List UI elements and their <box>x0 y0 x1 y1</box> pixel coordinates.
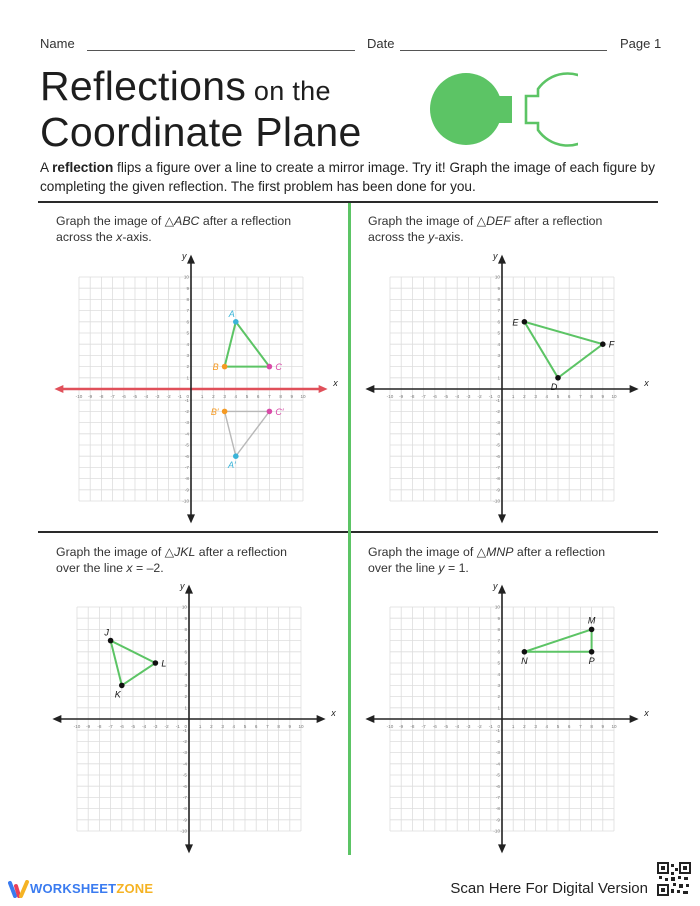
svg-text:-9: -9 <box>184 487 189 493</box>
prompt-text: Graph the image of △ <box>56 214 175 228</box>
svg-text:-10: -10 <box>182 498 189 504</box>
svg-text:-1: -1 <box>495 727 500 733</box>
point-label: N <box>521 655 528 666</box>
svg-text:5: 5 <box>556 394 560 399</box>
svg-text:9: 9 <box>290 394 294 399</box>
svg-text:-4: -4 <box>184 431 189 437</box>
svg-text:-3: -3 <box>495 420 500 426</box>
y-axis-arrow-up-icon <box>498 585 506 594</box>
svg-text:-1: -1 <box>177 394 182 399</box>
svg-text:-3: -3 <box>153 724 158 729</box>
svg-text:-6: -6 <box>184 453 189 459</box>
svg-text:1: 1 <box>184 705 187 711</box>
svg-text:-7: -7 <box>421 394 426 399</box>
prompt-text: after a reflection <box>510 214 603 228</box>
svg-text:6: 6 <box>567 394 571 399</box>
prompt-text: over the line <box>368 560 439 575</box>
svg-text:1: 1 <box>511 724 515 729</box>
svg-text:-9: -9 <box>399 394 404 399</box>
svg-text:-4: -4 <box>455 394 460 399</box>
svg-text:3: 3 <box>497 683 500 688</box>
svg-text:6: 6 <box>254 724 258 729</box>
point-label: B′ <box>210 406 219 417</box>
x-axis-arrow-left-icon <box>365 715 374 723</box>
qr-code-icon[interactable] <box>657 862 691 896</box>
svg-text:5: 5 <box>556 724 560 729</box>
svg-text:4: 4 <box>497 671 500 677</box>
svg-text:-7: -7 <box>495 465 500 470</box>
svg-text:0: 0 <box>497 394 500 399</box>
svg-text:7: 7 <box>579 724 582 729</box>
prompt-text: = –2. <box>132 560 164 575</box>
svg-text:5: 5 <box>497 660 500 666</box>
svg-text:7: 7 <box>266 724 269 729</box>
svg-text:7: 7 <box>497 308 500 314</box>
svg-text:-8: -8 <box>495 806 500 812</box>
svg-text:2: 2 <box>497 694 500 700</box>
svg-text:-8: -8 <box>410 724 415 729</box>
svg-text:-10: -10 <box>386 394 394 399</box>
svg-text:-1: -1 <box>495 397 500 403</box>
svg-text:-4: -4 <box>495 761 500 767</box>
prompt-var: x <box>126 560 133 575</box>
svg-text:-4: -4 <box>455 724 460 729</box>
svg-text:8: 8 <box>279 394 282 399</box>
svg-text:2: 2 <box>184 694 187 700</box>
svg-text:-3: -3 <box>184 420 189 426</box>
svg-text:2: 2 <box>497 364 500 370</box>
worksheet-zone-logo[interactable] <box>30 881 153 896</box>
svg-text:-8: -8 <box>184 476 189 482</box>
svg-text:1: 1 <box>186 375 189 381</box>
svg-text:9: 9 <box>288 724 292 729</box>
intro-rest: flips a figure over a line to create a mirror image. Try it! Graph the image of each figure by completing the given reflection. The first problem has been done for you. <box>40 160 656 194</box>
svg-text:10: 10 <box>300 394 306 399</box>
logo-text-part1: WORKSHEET <box>30 881 117 896</box>
y-axis-label: y <box>493 581 498 592</box>
svg-text:8: 8 <box>497 297 500 302</box>
svg-text:-9: -9 <box>86 724 91 729</box>
svg-text:-1: -1 <box>175 724 180 729</box>
svg-text:-9: -9 <box>495 817 500 823</box>
point-label: E <box>512 317 519 328</box>
svg-text:7: 7 <box>184 638 187 644</box>
svg-text:9: 9 <box>497 285 500 291</box>
prompt-text: after a reflection <box>513 545 606 559</box>
svg-text:5: 5 <box>186 330 189 336</box>
svg-text:-1: -1 <box>184 397 189 403</box>
prompt-text: across the <box>368 229 429 244</box>
svg-text:-6: -6 <box>121 394 126 399</box>
svg-text:-5: -5 <box>495 442 500 448</box>
svg-text:-5: -5 <box>443 394 449 399</box>
svg-text:-10: -10 <box>73 724 81 729</box>
svg-text:7: 7 <box>579 394 582 399</box>
svg-text:-5: -5 <box>184 442 189 448</box>
svg-text:6: 6 <box>186 319 189 325</box>
svg-text:8: 8 <box>497 627 500 632</box>
svg-text:-4: -4 <box>142 724 147 729</box>
point-label: C <box>275 362 282 373</box>
prompt-var: x <box>116 229 123 244</box>
svg-text:-9: -9 <box>495 487 500 493</box>
prompt-text: -axis. <box>122 229 152 244</box>
svg-text:-10: -10 <box>493 498 500 504</box>
svg-text:-1: -1 <box>488 724 493 729</box>
svg-text:-8: -8 <box>410 394 415 399</box>
point-label: F <box>608 339 615 350</box>
point-label: C′ <box>275 406 284 417</box>
svg-text:6: 6 <box>567 724 571 729</box>
intro-prefix: A <box>40 160 53 175</box>
point-label: K <box>114 689 121 700</box>
triangle-name: ABC <box>174 214 200 228</box>
name-label: Name <box>40 36 75 51</box>
point-label: A′ <box>227 460 236 471</box>
point-p <box>589 649 595 655</box>
svg-text:4: 4 <box>497 341 500 347</box>
x-axis-label: x <box>331 708 336 718</box>
point-m <box>589 627 595 633</box>
svg-text:-2: -2 <box>477 394 482 399</box>
prompt-text: Graph the image of △ <box>56 545 175 559</box>
x-axis-label: x <box>333 378 338 388</box>
svg-text:2: 2 <box>212 394 215 399</box>
svg-text:-3: -3 <box>495 750 500 756</box>
svg-text:2: 2 <box>523 724 526 729</box>
logo-text-part2: ZONE <box>116 881 154 896</box>
svg-text:-9: -9 <box>182 817 187 823</box>
page-title-line2: Coordinate Plane <box>40 109 362 155</box>
svg-text:4: 4 <box>232 724 236 729</box>
svg-text:-1: -1 <box>182 727 187 733</box>
svg-text:3: 3 <box>223 394 226 399</box>
svg-text:4: 4 <box>184 671 187 677</box>
svg-text:8: 8 <box>590 394 593 399</box>
title-big: Reflections <box>40 63 247 109</box>
svg-text:-2: -2 <box>166 394 171 399</box>
svg-text:8: 8 <box>186 297 189 302</box>
triangle-name: DEF <box>486 214 511 228</box>
svg-text:3: 3 <box>534 724 537 729</box>
svg-text:1: 1 <box>200 394 204 399</box>
svg-text:3: 3 <box>186 353 189 358</box>
title-small: on the <box>246 76 331 106</box>
svg-text:-4: -4 <box>144 394 149 399</box>
page-label: Page 1 <box>620 36 662 51</box>
svg-text:-4: -4 <box>182 761 187 767</box>
svg-text:-2: -2 <box>495 739 500 744</box>
svg-text:-8: -8 <box>495 476 500 482</box>
prompt-text: = 1. <box>444 560 469 575</box>
svg-text:-2: -2 <box>182 739 187 744</box>
prompt-text: after a reflection <box>199 214 292 228</box>
svg-text:-3: -3 <box>466 724 471 729</box>
svg-text:-8: -8 <box>99 394 104 399</box>
svg-text:5: 5 <box>243 724 247 729</box>
svg-text:-3: -3 <box>182 750 187 756</box>
svg-text:-9: -9 <box>399 724 404 729</box>
triangle-name: MNP <box>486 545 514 559</box>
svg-text:9: 9 <box>601 394 605 399</box>
svg-text:9: 9 <box>184 615 187 621</box>
svg-text:6: 6 <box>184 649 187 655</box>
svg-text:5: 5 <box>497 330 500 336</box>
svg-text:-7: -7 <box>495 795 500 800</box>
svg-text:-2: -2 <box>477 724 482 729</box>
svg-text:10: 10 <box>611 394 617 399</box>
svg-text:9: 9 <box>186 285 189 291</box>
svg-text:-5: -5 <box>132 394 138 399</box>
svg-text:-5: -5 <box>443 724 449 729</box>
svg-text:-6: -6 <box>495 783 500 789</box>
svg-text:3: 3 <box>221 724 224 729</box>
prompt-text: after a reflection <box>195 545 287 559</box>
svg-text:-4: -4 <box>495 431 500 437</box>
svg-text:-7: -7 <box>108 724 113 729</box>
svg-text:7: 7 <box>186 308 189 314</box>
svg-text:-10: -10 <box>493 828 500 834</box>
svg-text:-8: -8 <box>97 724 102 729</box>
svg-text:-2: -2 <box>164 724 169 729</box>
prompt-var: y <box>428 229 435 244</box>
point-label: P <box>588 655 595 666</box>
worksheet-zone-logo-icon <box>8 880 30 898</box>
svg-text:2: 2 <box>523 394 526 399</box>
svg-text:-3: -3 <box>155 394 160 399</box>
svg-text:4: 4 <box>234 394 238 399</box>
svg-text:5: 5 <box>184 660 187 666</box>
svg-text:1: 1 <box>198 724 202 729</box>
svg-text:-7: -7 <box>110 394 115 399</box>
svg-text:3: 3 <box>184 683 187 688</box>
svg-text:7: 7 <box>268 394 271 399</box>
scan-digital-version-text: Scan Here For Digital Version <box>450 880 648 897</box>
svg-text:9: 9 <box>497 615 500 621</box>
y-axis-label: y <box>180 581 185 592</box>
prompt-text: across the <box>56 229 117 244</box>
svg-text:-10: -10 <box>180 828 187 834</box>
svg-text:-10: -10 <box>75 394 83 399</box>
svg-text:8: 8 <box>277 724 280 729</box>
svg-text:-5: -5 <box>182 772 187 778</box>
prompt-text: Graph the image of △ <box>368 545 487 559</box>
svg-text:5: 5 <box>245 394 249 399</box>
svg-text:2: 2 <box>210 724 213 729</box>
intro-keyword: reflection <box>52 160 114 175</box>
svg-text:4: 4 <box>186 341 189 347</box>
svg-text:-7: -7 <box>184 465 189 470</box>
svg-text:1: 1 <box>497 375 500 381</box>
svg-text:-1: -1 <box>488 394 493 399</box>
x-axis-label: x <box>644 708 649 718</box>
prompt-text: over the line <box>56 560 127 575</box>
svg-text:0: 0 <box>184 724 187 729</box>
svg-text:-5: -5 <box>495 772 500 778</box>
svg-text:6: 6 <box>497 649 500 655</box>
svg-text:-2: -2 <box>184 409 189 414</box>
svg-text:-9: -9 <box>88 394 93 399</box>
svg-text:3: 3 <box>497 353 500 358</box>
svg-text:-6: -6 <box>432 724 437 729</box>
svg-text:-7: -7 <box>182 795 187 800</box>
prompt-var: y <box>438 560 445 575</box>
svg-text:6: 6 <box>256 394 260 399</box>
svg-text:-6: -6 <box>495 453 500 459</box>
svg-text:4: 4 <box>545 394 549 399</box>
point-label: L <box>161 658 167 669</box>
y-axis-label: y <box>182 251 187 262</box>
svg-text:10: 10 <box>611 724 617 729</box>
y-axis-label: y <box>493 251 498 262</box>
svg-text:2: 2 <box>186 364 189 370</box>
svg-text:-5: -5 <box>130 724 136 729</box>
point-label: A <box>228 308 235 319</box>
svg-text:7: 7 <box>497 638 500 644</box>
svg-text:3: 3 <box>534 394 537 399</box>
prompt-text: -axis. <box>434 229 464 244</box>
point-label: J <box>104 627 109 638</box>
svg-text:-3: -3 <box>466 394 471 399</box>
svg-text:10: 10 <box>494 274 500 280</box>
date-label: Date <box>367 36 395 51</box>
svg-text:9: 9 <box>601 724 605 729</box>
svg-text:4: 4 <box>545 724 549 729</box>
point-label: D <box>550 381 558 392</box>
x-axis-arrow-right-icon <box>630 715 639 723</box>
svg-text:0: 0 <box>497 724 500 729</box>
svg-text:8: 8 <box>184 627 187 632</box>
y-axis-arrow-down-icon <box>498 844 506 853</box>
svg-text:-10: -10 <box>386 724 394 729</box>
svg-text:10: 10 <box>181 604 187 610</box>
svg-text:0: 0 <box>186 394 189 399</box>
svg-text:-7: -7 <box>421 724 426 729</box>
x-axis-label: x <box>644 378 649 388</box>
svg-text:1: 1 <box>497 705 500 711</box>
svg-text:6: 6 <box>497 319 500 325</box>
triangle-name: JKL <box>174 545 196 559</box>
svg-text:10: 10 <box>494 604 500 610</box>
svg-text:-6: -6 <box>182 783 187 789</box>
svg-text:-8: -8 <box>182 806 187 812</box>
point-label: M <box>587 615 596 626</box>
point-label: B <box>212 362 219 373</box>
svg-text:10: 10 <box>298 724 304 729</box>
svg-text:-2: -2 <box>495 409 500 414</box>
svg-text:1: 1 <box>511 394 515 399</box>
svg-text:10: 10 <box>183 274 189 280</box>
svg-text:8: 8 <box>590 724 593 729</box>
svg-text:-6: -6 <box>432 394 437 399</box>
svg-text:-6: -6 <box>119 724 124 729</box>
prompt-text: Graph the image of △ <box>368 214 487 228</box>
point-n <box>522 649 528 655</box>
